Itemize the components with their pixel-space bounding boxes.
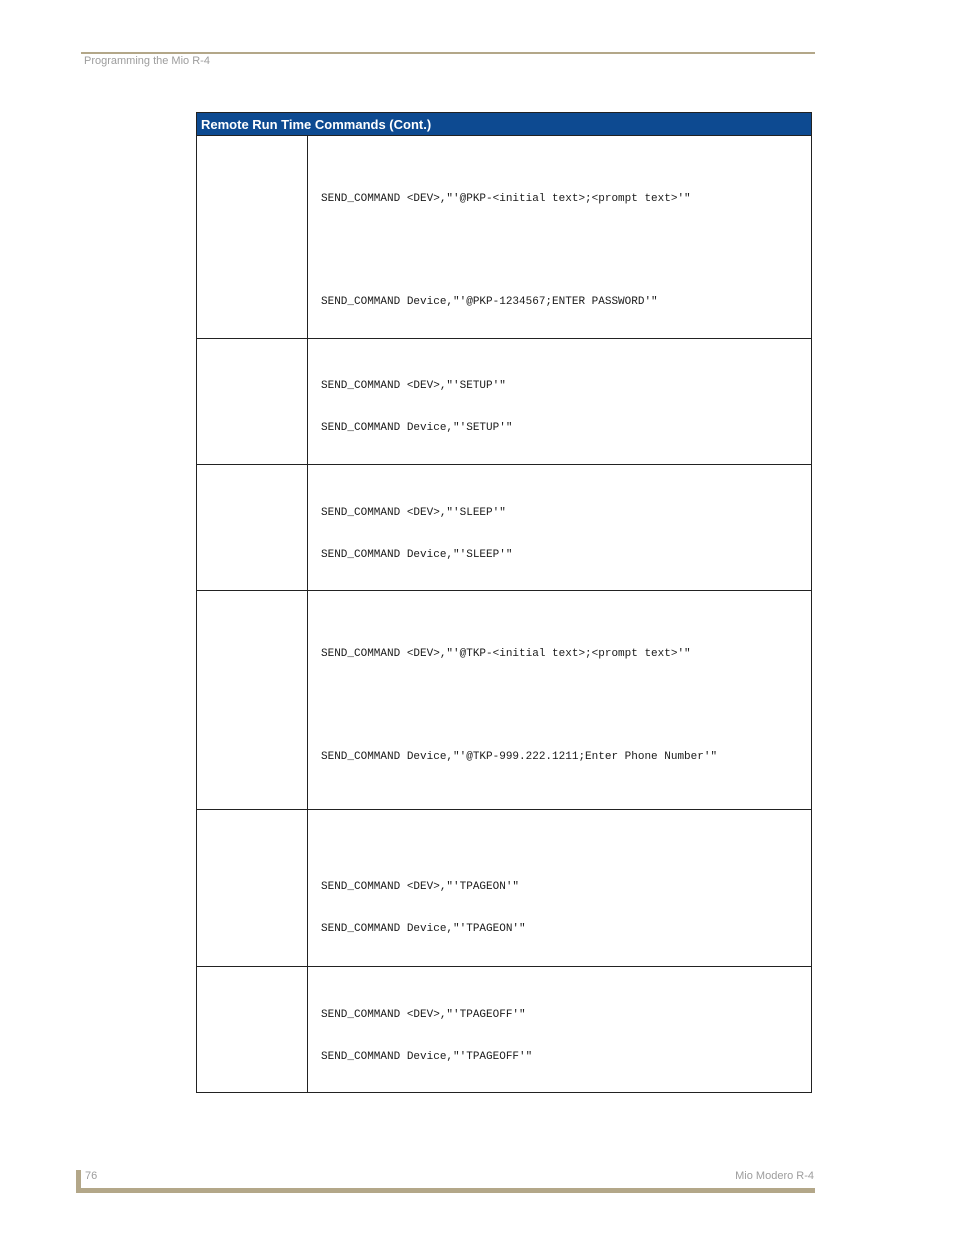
syntax-line: SEND_COMMAND <DEV>,"'TPAGEON'"	[321, 881, 520, 893]
command-description-cell	[308, 591, 812, 810]
table-row	[197, 465, 812, 591]
command-name-cell	[197, 967, 308, 1093]
command-description-cell	[308, 810, 812, 967]
syntax-line: SEND_COMMAND <DEV>,"'@PKP-<initial text>;<prompt text>'"	[321, 193, 691, 205]
example-line: SEND_COMMAND Device,"'TPAGEON'"	[321, 923, 526, 935]
example-line: SEND_COMMAND Device,"'SETUP'"	[321, 422, 513, 434]
command-name-cell	[197, 136, 308, 339]
example-line: SEND_COMMAND Device,"'@TKP-999.222.1211;Enter Phone Number'"	[321, 751, 718, 763]
command-description-cell	[308, 339, 812, 465]
example-line: SEND_COMMAND Device,"'@PKP-1234567;ENTER PASSWORD'"	[321, 296, 658, 308]
table-row	[197, 810, 812, 967]
syntax-line: SEND_COMMAND <DEV>,"'TPAGEOFF'"	[321, 1009, 526, 1021]
page-number: 76	[85, 1170, 98, 1182]
footer-rule	[76, 1188, 815, 1193]
footer-doc-title: Mio Modero R-4	[735, 1170, 814, 1182]
running-header: Programming the Mio R-4	[84, 55, 210, 67]
example-line: SEND_COMMAND Device,"'TPAGEOFF'"	[321, 1051, 533, 1063]
table-row	[197, 591, 812, 810]
command-name-cell	[197, 591, 308, 810]
remote-commands-table	[196, 112, 812, 1093]
table-row	[197, 967, 812, 1093]
table-row	[197, 339, 812, 465]
header-rule	[81, 52, 815, 54]
example-line: SEND_COMMAND Device,"'SLEEP'"	[321, 549, 513, 561]
command-description-cell	[308, 136, 812, 339]
table-title: Remote Run Time Commands (Cont.)	[197, 113, 812, 136]
command-description-cell	[308, 465, 812, 591]
table-row	[197, 136, 812, 339]
syntax-line: SEND_COMMAND <DEV>,"'SLEEP'"	[321, 507, 506, 519]
command-name-cell	[197, 339, 308, 465]
command-name-cell	[197, 810, 308, 967]
command-name-cell	[197, 465, 308, 591]
syntax-line: SEND_COMMAND <DEV>,"'SETUP'"	[321, 380, 506, 392]
command-description-cell	[308, 967, 812, 1093]
syntax-line: SEND_COMMAND <DEV>,"'@TKP-<initial text>;<prompt text>'"	[321, 648, 691, 660]
